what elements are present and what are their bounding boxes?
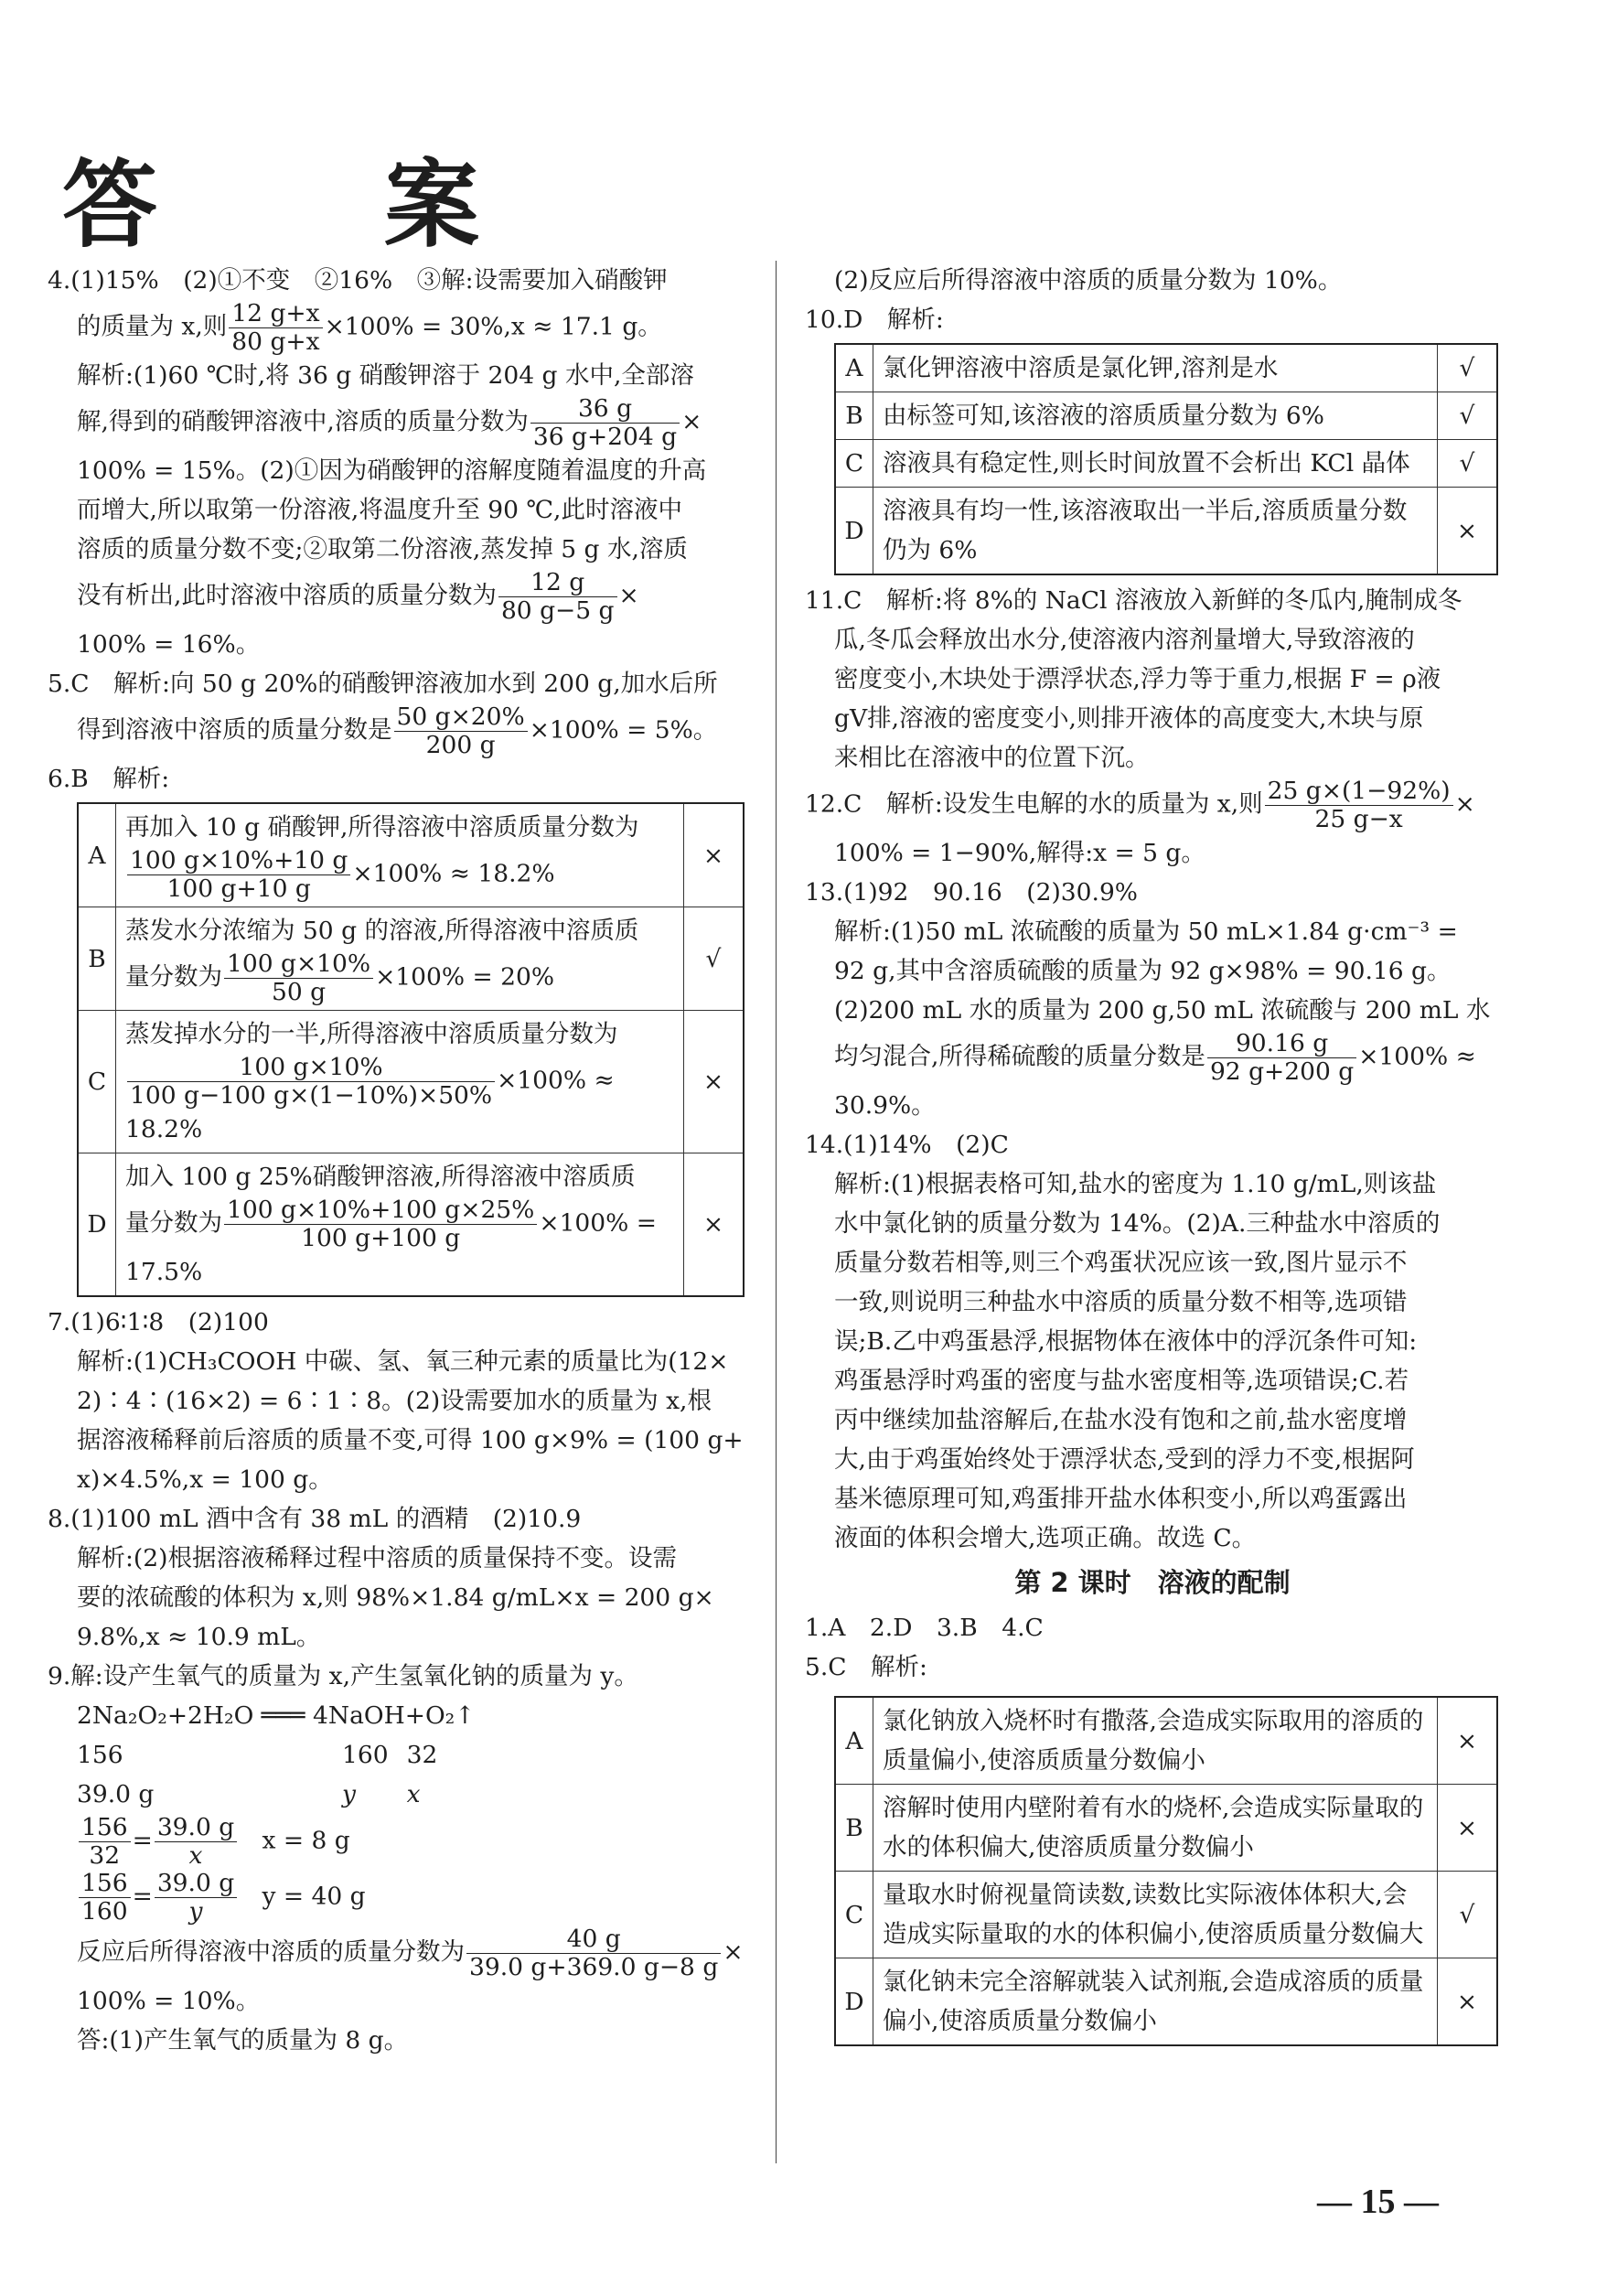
option-text: 溶液具有均一性,该溶液取出一半后,溶质质量分数仍为 6%: [873, 488, 1438, 575]
q11-analysis-line: 密度变小,木块处于漂浮状态,浮力等于重力,根据 F = ρ液: [834, 665, 1441, 693]
option-text: 再加入 10 g 硝酸钾,所得溶液中溶质质量分数为 $\frac{100 g\times 10\%+10 g}{100 g+10 g}$ ×100% ≈ 18.2%: [116, 803, 684, 907]
option-label: B: [835, 1785, 873, 1872]
fraction: $\frac{12 g+x}{80 g+x}$: [229, 300, 322, 356]
q9-line: 100% = 10%。: [77, 1987, 261, 2015]
q6-answer: 6.B 解析:: [48, 765, 170, 793]
option-text: 溶液具有稳定性,则长时间放置不会析出 KCl 晶体: [873, 440, 1438, 488]
fraction: $\frac{39.0 g}{x}$: [155, 1814, 237, 1870]
option-text: 量取水时俯视量筒读数,读数比实际液体体积大,会造成实际量取的水的体积偏小,使溶质质量分数偏大: [873, 1872, 1438, 1958]
chemical-equation: 2Na₂O₂+2H₂O ═══ 4NaOH+O₂↑: [77, 1701, 476, 1730]
q13-analysis-line: (2)200 mL 水的质量为 200 g,50 mL 浓硫酸与 200 mL 水: [834, 996, 1491, 1025]
judgement-mark: √: [1438, 440, 1498, 488]
q7-analysis-line: 解析:(1)CH₃COOH 中碳、氢、氧三种元素的质量比为(12×: [77, 1347, 729, 1376]
option-label: C: [835, 1872, 873, 1958]
q4-analysis-line: 没有析出,此时溶液中溶质的质量分数为 $\frac{12 g}{80 g-5 g}$ ×: [77, 568, 639, 625]
q8-analysis-line: 要的浓硫酸的体积为 x,则 98%×1.84 g/mL×x = 200 g×: [77, 1583, 714, 1612]
q4-answer: 4.(1)15% (2)①不变 ②16% ③解:设需要加入硝酸钾: [48, 266, 668, 295]
option-text: 氯化钾溶液中溶质是氯化钾,溶剂是水: [873, 344, 1438, 392]
fraction: $\frac{156}{32}$: [79, 1814, 131, 1870]
judgement-mark: ×: [684, 1153, 745, 1297]
q14-analysis-line: 水中氯化钠的质量分数为 14%。(2)A.三种盐水中溶质的: [834, 1209, 1441, 1238]
q13-analysis-line: 30.9%。: [834, 1091, 936, 1120]
judgement-mark: √: [1438, 344, 1498, 392]
q14-analysis-line: 丙中继续加盐溶解后,在盐水没有饱和之前,盐水密度增: [834, 1406, 1408, 1434]
q14-analysis-line: 一致,则说明三种盐水中溶质的质量分数不相等,选项错: [834, 1288, 1408, 1316]
table-row: [835, 1785, 1497, 1872]
q14-analysis-line: 质量分数若相等,则三个鸡蛋状况应该一致,图片显示不: [834, 1249, 1408, 1277]
q9-conclusion-2: (2)反应后所得溶液中溶质的质量分数为 10%。: [834, 266, 1343, 295]
q6-analysis-table: [77, 802, 745, 1297]
table-row: [78, 1153, 744, 1297]
q13-answer: 13.(1)92 90.16 (2)30.9%: [805, 878, 1138, 907]
option-text: 氯化钠未完全溶解就装入试剂瓶,会造成溶质的质量偏小,使溶质质量分数偏小: [873, 1958, 1438, 2046]
table-row: [835, 1958, 1497, 2046]
q14-analysis-line: 鸡蛋悬浮时鸡蛋的密度与盐水密度相等,选项错误;C.若: [834, 1367, 1409, 1395]
judgement-mark: ×: [1438, 1697, 1498, 1785]
option-text: 蒸发水分浓缩为 50 g 的溶液,所得溶液中溶质质 量分数为 $\frac{100 g\times 10\%}{50 g}$ ×100% = 20%: [116, 907, 684, 1011]
judgement-mark: ×: [684, 803, 745, 907]
q13-analysis-line: 均匀混合,所得稀硫酸的质量分数是 $\frac{90.16 g}{92 g+200 g}$ ×100% ≈: [834, 1029, 1476, 1086]
equation-ratio-table: [77, 1735, 455, 1814]
table-row: [78, 1011, 744, 1153]
table-row: [835, 344, 1497, 392]
q8-answer: 8.(1)100 mL 酒中含有 38 mL 的酒精 (2)10.9: [48, 1505, 582, 1533]
fraction: $\frac{100 g\times 10\%}{50 g}$: [224, 950, 373, 1006]
judgement-mark: ×: [1438, 488, 1498, 575]
judgement-mark: ×: [1438, 1958, 1498, 2046]
q14-analysis-line: 大,由于鸡蛋始终处于漂浮状态,受到的浮力不变,根据阿: [834, 1445, 1415, 1474]
q4-analysis-line: 解,得到的硝酸钾溶液中,溶质的质量分数为 $\frac{36 g}{36 g+204 g}$ ×: [77, 394, 702, 451]
q13-analysis-line: 解析:(1)50 mL 浓硫酸的质量为 50 mL×1.84 g·cm⁻³ =: [834, 917, 1458, 946]
proportion-y: $\frac{156}{160}$ = $\frac{39.0 g}{y}$ y = 40 g: [48, 1870, 752, 1926]
q8-analysis-line: 解析:(2)根据溶液稀释过程中溶质的质量保持不变。设需: [77, 1544, 677, 1572]
lesson2-q5-answer: 5.C 解析:: [805, 1653, 927, 1681]
fraction: $\frac{90.16 g}{92 g+200 g}$: [1207, 1030, 1356, 1086]
q10-analysis-table: [834, 343, 1498, 575]
ratio-cell: y: [342, 1780, 356, 1808]
option-label: A: [835, 1697, 873, 1785]
column-divider: [776, 261, 777, 2163]
lesson2-q5-analysis-table: [834, 1696, 1498, 2046]
q14-analysis-line: 液面的体积会增大,选项正确。故选 C。: [834, 1524, 1257, 1552]
judgement-mark: ×: [1438, 1785, 1498, 1872]
q12-answer: 12.C 解析:设发生电解的水的质量为 x,则 $\frac{25 g\times(1-92\%)}{25 g-x}$ ×: [805, 777, 1475, 833]
q4-analysis-line: 100% = 16%。: [77, 630, 261, 659]
option-label: C: [78, 1011, 116, 1153]
q4-analysis-line: 而增大,所以取第一份溶液,将温度升至 90 ℃,此时溶液中: [77, 496, 682, 524]
judgement-mark: √: [1438, 392, 1498, 440]
ratio-cell: 156: [77, 1741, 123, 1769]
fraction: $\frac{100 g\times 10\%+100 g\times 25\%}{100 g+100 g}$: [224, 1196, 537, 1252]
lesson-heading: 第 2 课时 溶液的配制: [1014, 1567, 1291, 1598]
option-text: 由标签可知,该溶液的溶质质量分数为 6%: [873, 392, 1438, 440]
option-label: B: [78, 907, 116, 1011]
option-text: 溶解时使用内壁附着有水的烧杯,会造成实际量取的水的体积偏大,使溶质质量分数偏小: [873, 1785, 1438, 1872]
fraction: $\frac{100 g\times 10\%}{100 g-100 g\times(1-10\%)\times 50\%}$: [127, 1054, 495, 1110]
q11-analysis-line: 瓜,冬瓜会释放出水分,使溶液内溶剂量增大,导致溶液的: [834, 626, 1415, 654]
table-row: [77, 1735, 455, 1775]
option-text: 加入 100 g 25%硝酸钾溶液,所得溶液中溶质质 量分数为 $\frac{100 g\times 10\%+100 g\times 25\%}{100 g+100 g}$ ×100% = 17.5%: [116, 1153, 684, 1297]
option-label: B: [835, 392, 873, 440]
q7-answer: 7.(1)6∶1∶8 (2)100: [48, 1308, 269, 1336]
q4-analysis-line: 溶质的质量分数不变;②取第二份溶液,蒸发掉 5 g 水,溶质: [77, 535, 688, 563]
q8-analysis-line: 9.8%,x ≈ 10.9 mL。: [77, 1623, 321, 1651]
ratio-cell: 160: [342, 1741, 389, 1769]
q7-analysis-line: 2)∶4∶(16×2) = 6∶1∶8。(2)设需要加水的质量为 x,根: [77, 1387, 712, 1415]
table-row: [835, 1872, 1497, 1958]
q14-answer: 14.(1)14% (2)C: [805, 1131, 1009, 1159]
q11-analysis-line: gV排,溶液的密度变小,则排开液体的高度变大,木块与原: [834, 704, 1424, 733]
q12-analysis-line: 100% = 1−90%,解得:x = 5 g。: [834, 839, 1205, 867]
table-row: [835, 488, 1497, 575]
q4-analysis: 解析:(1)60 ℃时,将 36 g 硝酸钾溶于 204 g 水中,全部溶: [77, 361, 694, 390]
fraction: $\frac{25 g\times(1-92\%)}{25 g-x}$: [1265, 778, 1453, 833]
option-label: D: [835, 1958, 873, 2046]
left-column: [48, 261, 752, 2060]
q11-analysis-line: 来相比在溶液中的位置下沉。: [834, 744, 1150, 772]
q4-analysis-line: 100% = 15%。(2)①因为硝酸钾的溶解度随着温度的升高: [77, 456, 707, 485]
ratio-cell: 39.0 g: [77, 1780, 155, 1808]
judgement-mark: √: [684, 907, 745, 1011]
table-row: [835, 1697, 1497, 1785]
option-formula: $\frac{100 g\times 10\%+10 g}{100 g+10 g}$ ×100% ≈ 18.2%: [125, 847, 674, 903]
q14-analysis-line: 基米德原理可知,鸡蛋排开盐水体积变小,所以鸡蛋露出: [834, 1485, 1408, 1513]
right-column: [805, 261, 1500, 2052]
fraction: $\frac{156}{160}$: [79, 1870, 131, 1926]
fraction: $\frac{12 g}{80 g-5 g}$: [498, 569, 617, 625]
fraction: $\frac{40 g}{39.0 g+369.0 g-8 g}$: [466, 1926, 721, 1981]
q5-analysis-line: 得到溶液中溶质的质量分数是 $\frac{50 g\times 20\%}{200 g}$ ×100% = 5%。: [77, 703, 718, 759]
fraction: $\frac{39.0 g}{y}$: [155, 1870, 237, 1926]
table-row: [835, 392, 1497, 440]
option-formula: $\frac{100 g\times 10\%}{100 g-100 g\times(1-10\%)\times 50\%}$ ×100% ≈ 18.2%: [125, 1053, 615, 1143]
q10-answer: 10.D 解析:: [805, 306, 944, 334]
option-label: D: [78, 1153, 116, 1297]
option-text: 蒸发掉水分的一半,所得溶液中溶质质量分数为 $\frac{100 g\times 10\%}{100 g-100 g\times(1-10\%)\times 50\%}$ ×100% ≈ 18.2%: [116, 1011, 684, 1153]
q9-conclusion: 答:(1)产生氧气的质量为 8 g。: [77, 2026, 409, 2055]
table-row: [78, 907, 744, 1011]
ratio-cell: x: [406, 1780, 421, 1808]
option-formula: 量分数为 $\frac{100 g\times 10\%}{50 g}$ ×100% = 20%: [125, 950, 554, 1006]
judgement-mark: √: [1438, 1872, 1498, 1958]
q13-analysis-line: 92 g,其中含溶质硫酸的质量为 92 g×98% = 90.16 g。: [834, 957, 1452, 985]
q11-answer: 11.C 解析:将 8%的 NaCl 溶液放入新鲜的冬瓜内,腌制成冬: [805, 586, 1462, 615]
judgement-mark: ×: [684, 1011, 745, 1153]
table-row: [835, 440, 1497, 488]
q9-answer: 9.解:设产生氧气的质量为 x,产生氢氧化钠的质量为 y。: [48, 1662, 638, 1690]
option-label: A: [835, 344, 873, 392]
option-formula: 量分数为 $\frac{100 g\times 10\%+100 g\times 25\%}{100 g+100 g}$ ×100% = 17.5%: [125, 1196, 657, 1286]
q14-analysis-line: 解析:(1)根据表格可知,盐水的密度为 1.10 g/mL,则该盐: [834, 1170, 1437, 1198]
q4-solution: 的质量为 x,则 $\frac{12 g+x}{80 g+x}$ ×100% = 30%,x ≈ 17.1 g。: [77, 299, 662, 356]
q7-analysis-line: 据溶液稀释前后溶质的质量不变,可得 100 g×9% = (100 g+: [77, 1426, 744, 1454]
q7-analysis-line: x)×4.5%,x = 100 g。: [77, 1465, 333, 1494]
page-number: — 15 —: [1317, 2183, 1439, 2221]
q9-mass-fraction: 反应后所得溶液中溶质的质量分数为 $\frac{40 g}{39.0 g+369.0 g-8 g}$ ×: [77, 1925, 744, 1981]
lesson2-q1-4-answers: 1.A 2.D 3.B 4.C: [805, 1614, 1044, 1642]
option-label: C: [835, 440, 873, 488]
page-title: 答 案: [62, 149, 546, 261]
fraction: $\frac{100 g\times 10\%+10 g}{100 g+10 g}$: [127, 847, 350, 903]
option-label: A: [78, 803, 116, 907]
fraction: $\frac{50 g\times 20\%}{200 g}$: [394, 703, 528, 759]
table-row: [78, 803, 744, 907]
q5-answer: 5.C 解析:向 50 g 20%的硝酸钾溶液加水到 200 g,加水后所: [48, 670, 718, 698]
proportion-x: $\frac{156}{32}$ = $\frac{39.0 g}{x}$ x = 8 g: [48, 1814, 752, 1870]
option-text: 氯化钠放入烧杯时有撒落,会造成实际取用的溶质的质量偏小,使溶质质量分数偏小: [873, 1697, 1438, 1785]
q14-analysis-line: 误;B.乙中鸡蛋悬浮,根据物体在液体中的浮沉条件可知:: [834, 1327, 1418, 1356]
fraction: $\frac{36 g}{36 g+204 g}$: [530, 395, 680, 451]
table-row: [77, 1775, 455, 1814]
ratio-cell: 32: [406, 1741, 438, 1769]
option-label: D: [835, 488, 873, 575]
